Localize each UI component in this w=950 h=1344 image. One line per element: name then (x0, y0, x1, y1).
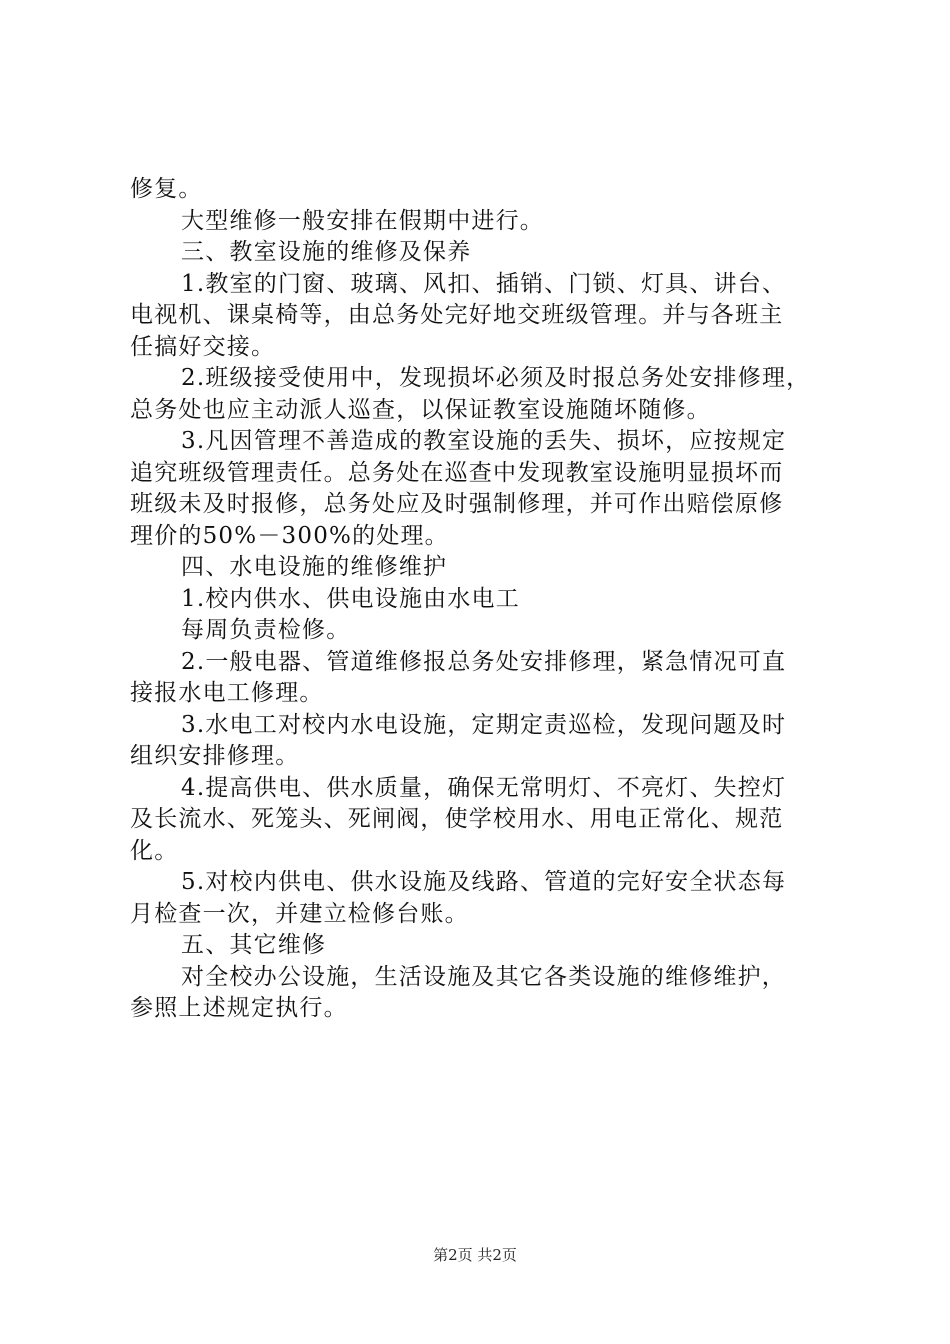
paragraph-line: 2.班级接受使用中，发现损坏必须及时报总务处安排修理， (181, 365, 811, 391)
paragraph-line: 1.教室的门窗、玻璃、风扣、插销、门锁、灯具、讲台、 (181, 270, 787, 297)
paragraph-line: 修复。 (130, 176, 203, 202)
paragraph-line: 3.凡因管理不善造成的教室设施的丢失、损坏，应按规定 (181, 428, 787, 454)
paragraph-line: 组织安排修理。 (130, 743, 300, 769)
paragraph-line: 化。 (130, 837, 179, 864)
paragraph-line: 总务处也应主动派人巡查，以保证教室设施随坏随修。 (130, 396, 711, 423)
paragraph-line: 参照上述规定执行。 (130, 995, 348, 1021)
paragraph-line: 理价的50%－300%的处理。 (130, 522, 449, 549)
paragraph-line: 1.校内供水、供电设施由水电工 (181, 585, 520, 612)
paragraph-line: 接报水电工修理。 (130, 680, 324, 706)
paragraph-line: 任搞好交接。 (130, 333, 276, 360)
paragraph-line: 大型维修一般安排在假期中进行。 (181, 207, 544, 234)
section-heading: 五、其它维修 (181, 932, 327, 958)
paragraph-line: 电视机、课桌椅等，由总务处完好地交班级管理。并与各班主 (130, 302, 784, 328)
page-number-footer: 第2页 共2页 (433, 1246, 517, 1264)
paragraph-line: 每周负责检修。 (181, 617, 351, 643)
paragraph-line: 对全校办公设施，生活设施及其它各类设施的维修维护， (181, 963, 786, 990)
paragraph-line: 追究班级管理责任。总务处在巡查中发现教室设施明显损坏而 (130, 459, 784, 486)
paragraph-line: 3.水电工对校内水电设施，定期定责巡检，发现问题及时 (181, 711, 787, 738)
paragraph-line: 月检查一次，并建立检修台账。 (130, 900, 469, 927)
paragraph-line: 班级未及时报修，总务处应及时强制修理，并可作出赔偿原修 (130, 491, 784, 517)
section-heading: 四、水电设施的维修维护 (181, 554, 448, 580)
section-heading: 三、教室设施的维修及保养 (181, 239, 472, 265)
document-body (130, 174, 830, 1025)
paragraph-line: 及长流水、死笼头、死闸阀，使学校用水、用电正常化、规范 (130, 806, 784, 832)
paragraph-line: 2.一般电器、管道维修报总务处安排修理，紧急情况可直 (181, 648, 787, 675)
paragraph-line: 5.对校内供电、供水设施及线路、管道的完好安全状态每 (181, 869, 787, 895)
paragraph-line: 4.提高供电、供水质量，确保无常明灯、不亮灯、失控灯 (181, 774, 787, 801)
